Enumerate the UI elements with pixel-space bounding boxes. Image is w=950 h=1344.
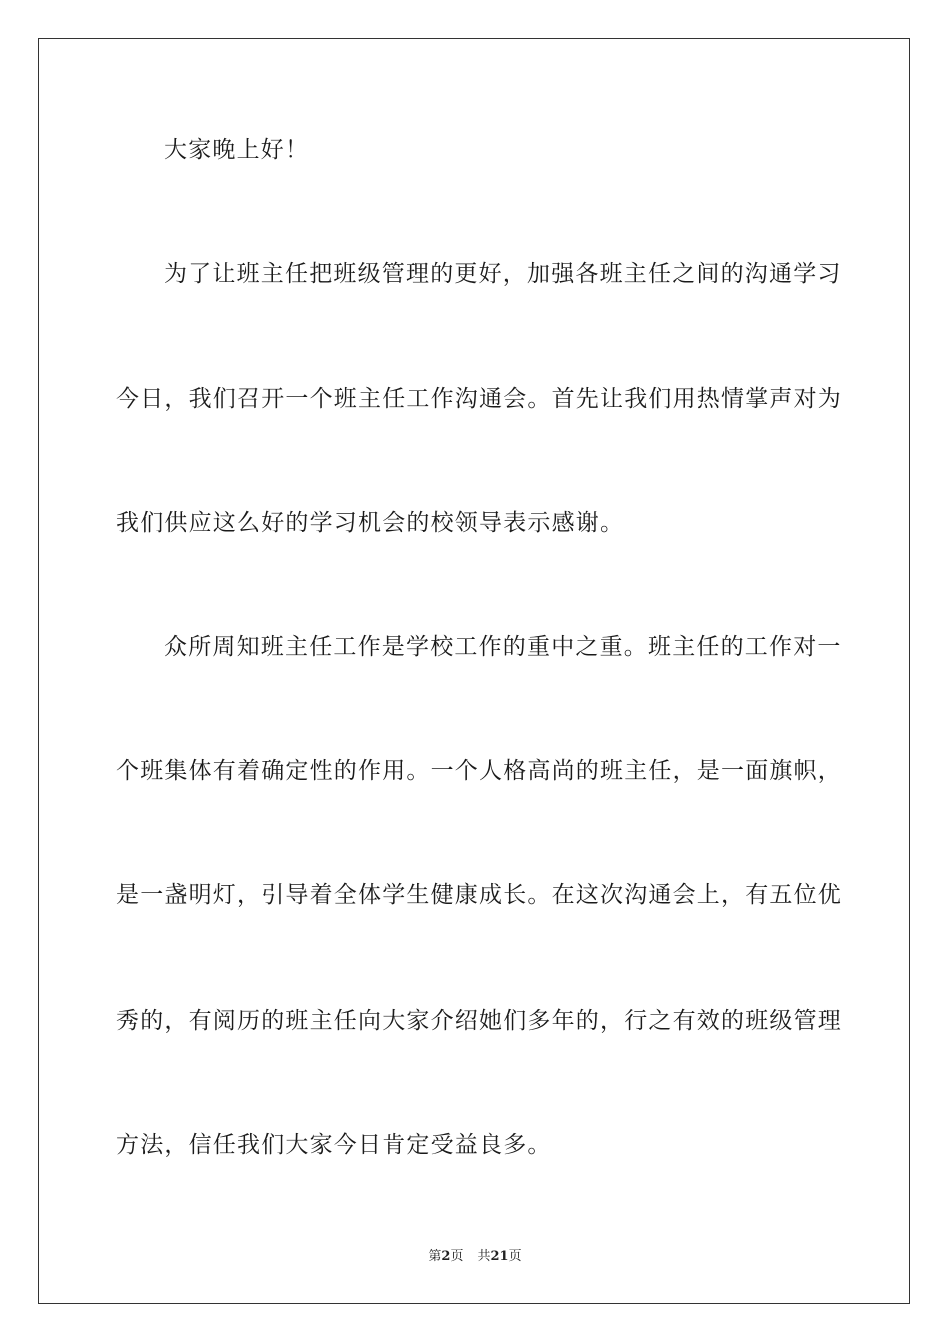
paragraph-2-line-4: 秀的，有阅历的班主任向大家介绍她们多年的，行之有效的班级管理 bbox=[116, 1008, 842, 1034]
paragraph-2-line-2: 个班集体有着确定性的作用。一个人格高尚的班主任，是一面旗帜， bbox=[116, 758, 842, 784]
page-number: 2 bbox=[441, 1249, 451, 1264]
paragraph-2-line-5: 方法，信任我们大家今日肯定受益良多。 bbox=[116, 1132, 552, 1158]
paragraph-1-line-1: 为了让班主任把班级管理的更好，加强各班主任之间的沟通学习 bbox=[164, 261, 842, 287]
page-footer bbox=[0, 1248, 950, 1266]
greeting-line: 大家晚上好！ bbox=[164, 137, 310, 163]
paragraph-2-line-3: 是一盏明灯，引导着全体学生健康成长。在这次沟通会上，有五位优 bbox=[116, 882, 842, 908]
total-prefix: 共 bbox=[477, 1249, 491, 1264]
paragraph-1-line-3: 我们供应这么好的学习机会的校领导表示感谢。 bbox=[116, 510, 625, 536]
page-prefix: 第 bbox=[428, 1249, 442, 1264]
paragraph-1-line-2: 今日，我们召开一个班主任工作沟通会。首先让我们用热情掌声对为 bbox=[116, 386, 842, 412]
page-border bbox=[38, 38, 910, 1304]
total-suffix: 页 bbox=[508, 1249, 522, 1264]
paragraph-2-line-1: 众所周知班主任工作是学校工作的重中之重。班主任的工作对一 bbox=[164, 634, 842, 660]
page-suffix: 页 bbox=[450, 1249, 464, 1264]
total-pages: 21 bbox=[490, 1249, 509, 1264]
